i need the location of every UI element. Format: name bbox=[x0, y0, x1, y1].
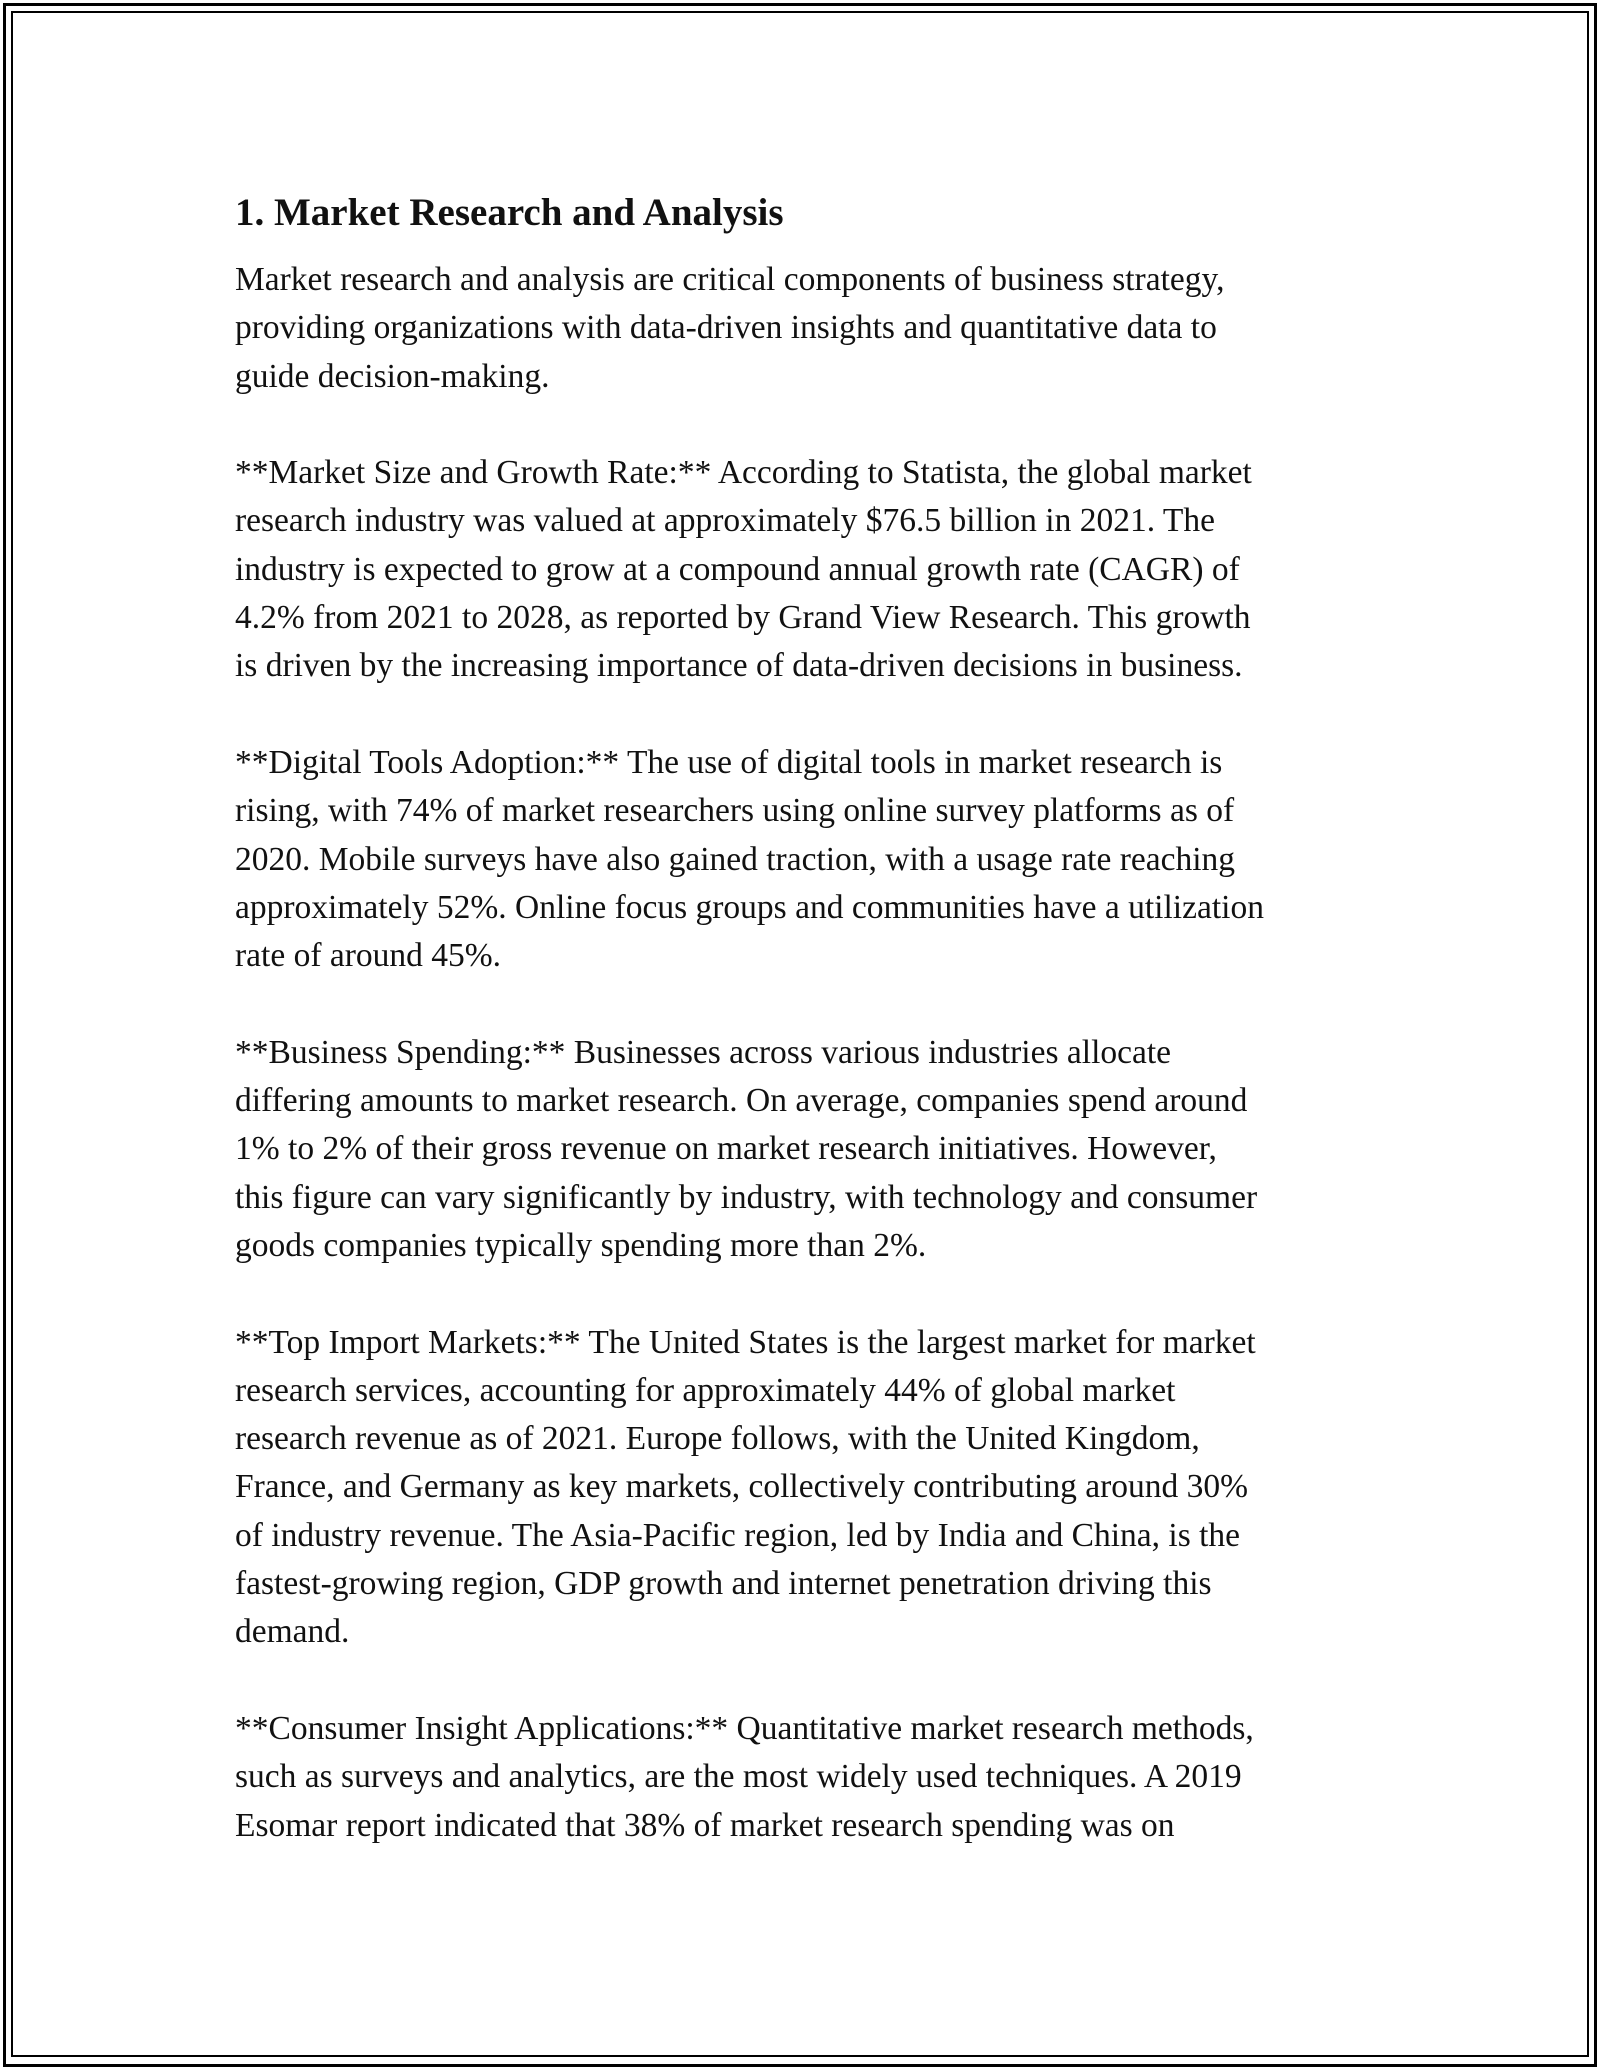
paragraph-line: research revenue as of 2021. Europe follows, with the United Kingdom, bbox=[235, 1420, 1200, 1458]
paragraph-line: guide decision-making. bbox=[235, 357, 550, 395]
paragraph-line: fastest-growing region, GDP growth and internet penetration driving this bbox=[235, 1565, 1212, 1603]
paragraph-line: research industry was valued at approximately $76.5 billion in 2021. The bbox=[235, 502, 1215, 540]
paragraph-line: differing amounts to market research. On average, companies spend around bbox=[235, 1082, 1248, 1120]
paragraph-line: this figure can vary significantly by industry, with technology and consumer bbox=[235, 1178, 1258, 1216]
paragraph-line: 1% to 2% of their gross revenue on market research initiatives. However, bbox=[235, 1130, 1217, 1168]
document-body bbox=[235, 188, 1375, 1898]
paragraph-line: research services, accounting for approximately 44% of global market bbox=[235, 1371, 1176, 1409]
paragraph-line: **Top Import Markets:** The United States is the largest market for market bbox=[235, 1323, 1256, 1361]
paragraph bbox=[235, 739, 1375, 980]
paragraph-line: goods companies typically spending more than 2%. bbox=[235, 1226, 927, 1264]
paragraph bbox=[235, 1319, 1375, 1657]
paragraph-line: **Business Spending:** Businesses across various industries allocate bbox=[235, 1033, 1172, 1071]
paragraph-line: **Market Size and Growth Rate:** According to Statista, the global market bbox=[235, 454, 1252, 492]
paragraph-line: rising, with 74% of market researchers using online survey platforms as of bbox=[235, 792, 1235, 830]
paragraph-line: Esomar report indicated that 38% of market research spending was on bbox=[235, 1806, 1175, 1844]
paragraph-line: **Digital Tools Adoption:** The use of digital tools in market research is bbox=[235, 743, 1223, 781]
section-heading: 1. Market Research and Analysis bbox=[235, 191, 784, 234]
paragraph-line: industry is expected to grow at a compound annual growth rate (CAGR) of bbox=[235, 550, 1240, 588]
paragraph bbox=[235, 449, 1375, 690]
paragraph-line: is driven by the increasing importance of data-driven decisions in business. bbox=[235, 647, 1243, 685]
paragraph-line: France, and Germany as key markets, collectively contributing around 30% bbox=[235, 1468, 1249, 1506]
paragraph-line: such as surveys and analytics, are the most widely used techniques. A 2019 bbox=[235, 1758, 1242, 1796]
paragraph-line: demand. bbox=[235, 1613, 350, 1651]
paragraph-line: of industry revenue. The Asia-Pacific region, led by India and China, is the bbox=[235, 1516, 1241, 1554]
paragraph-line: 2020. Mobile surveys have also gained traction, with a usage rate reaching bbox=[235, 840, 1236, 878]
paragraph-line: providing organizations with data-driven insights and quantitative data to bbox=[235, 309, 1217, 347]
paragraph-line: 4.2% from 2021 to 2028, as reported by Grand View Research. This growth bbox=[235, 599, 1251, 637]
paragraph-line: approximately 52%. Online focus groups and communities have a utilization bbox=[235, 888, 1264, 926]
paragraph-line: Market research and analysis are critical components of business strategy, bbox=[235, 261, 1225, 298]
paragraph bbox=[235, 1029, 1375, 1270]
paragraph bbox=[235, 1705, 1375, 1850]
paragraph bbox=[235, 256, 1375, 401]
paragraph-line: **Consumer Insight Applications:** Quantitative market research methods, bbox=[235, 1709, 1254, 1747]
paragraph-list bbox=[235, 256, 1375, 1850]
paragraph-line: rate of around 45%. bbox=[235, 937, 502, 975]
